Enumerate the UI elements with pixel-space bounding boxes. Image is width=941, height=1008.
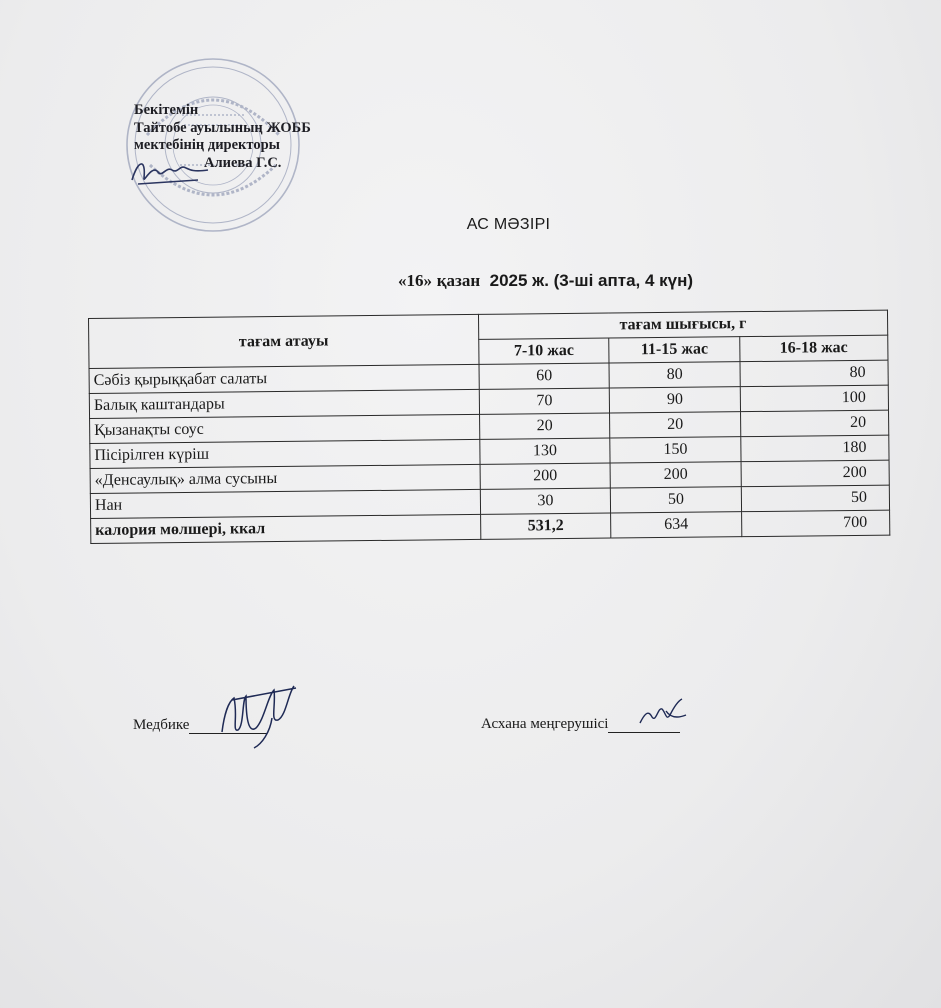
dish-name: Нан <box>90 489 480 518</box>
dish-value: 200 <box>610 462 741 488</box>
dish-value: 50 <box>611 487 742 513</box>
dish-name: Сәбіз қырыққабат салаты <box>89 364 479 393</box>
dish-value: 50 <box>741 485 890 512</box>
dish-value: 130 <box>480 438 611 464</box>
age-group-3: 16-18 жас <box>739 335 888 362</box>
dish-name: Балық каштандары <box>89 389 479 418</box>
total-label: калория мөлшері, ккал <box>91 514 481 543</box>
director-name: Алиева Г.С. <box>204 154 282 171</box>
dish-value: 30 <box>480 488 611 514</box>
dish-value: 200 <box>480 463 611 489</box>
dish-name: Пісірілген күріш <box>90 439 480 468</box>
dish-value: 150 <box>610 437 741 463</box>
age-group-2: 11-15 жас <box>609 337 740 363</box>
dish-value: 90 <box>610 387 741 413</box>
nurse-label: Медбике <box>133 717 190 733</box>
date-day: «16» <box>398 271 432 290</box>
dish-value: 70 <box>479 388 610 414</box>
cook-label: Асхана меңгерушісі <box>481 716 609 732</box>
header-output: тағам шығысы, г <box>478 310 888 339</box>
approval-line-3: мектебінің директоры <box>134 137 280 153</box>
age-group-1: 7-10 жас <box>478 338 609 364</box>
header-dish-name: тағам атауы <box>89 314 479 368</box>
approval-line-2: Тайтобе ауылының ЖОББ <box>134 119 311 136</box>
total-value: 634 <box>611 512 742 538</box>
cook-signature-icon <box>636 695 692 729</box>
page-title: АС МӘЗІРІ <box>466 216 551 233</box>
dish-value: 200 <box>741 460 890 487</box>
dish-name: Қызанақты соус <box>90 414 480 443</box>
menu-table <box>88 310 890 544</box>
dish-value: 20 <box>610 412 741 438</box>
dish-value: 20 <box>479 413 610 439</box>
approval-line-1: Бекітемін <box>134 102 199 118</box>
dish-value: 180 <box>741 435 890 462</box>
date-month: қазан <box>436 271 481 290</box>
dish-value: 100 <box>740 385 889 412</box>
dish-name: «Денсаулық» алма сусыны <box>90 464 480 493</box>
dish-value: 80 <box>609 362 740 388</box>
menu-date <box>398 271 693 291</box>
dish-value: 60 <box>479 363 610 389</box>
dish-value: 20 <box>740 410 889 437</box>
total-value: 531,2 <box>480 513 611 539</box>
dish-value: 80 <box>740 360 889 387</box>
director-signature-icon <box>128 150 218 190</box>
date-rest: 2025 ж. (3-ші апта, 4 күн) <box>489 271 694 290</box>
total-value: 700 <box>741 510 890 537</box>
nurse-signature-icon <box>212 676 302 752</box>
